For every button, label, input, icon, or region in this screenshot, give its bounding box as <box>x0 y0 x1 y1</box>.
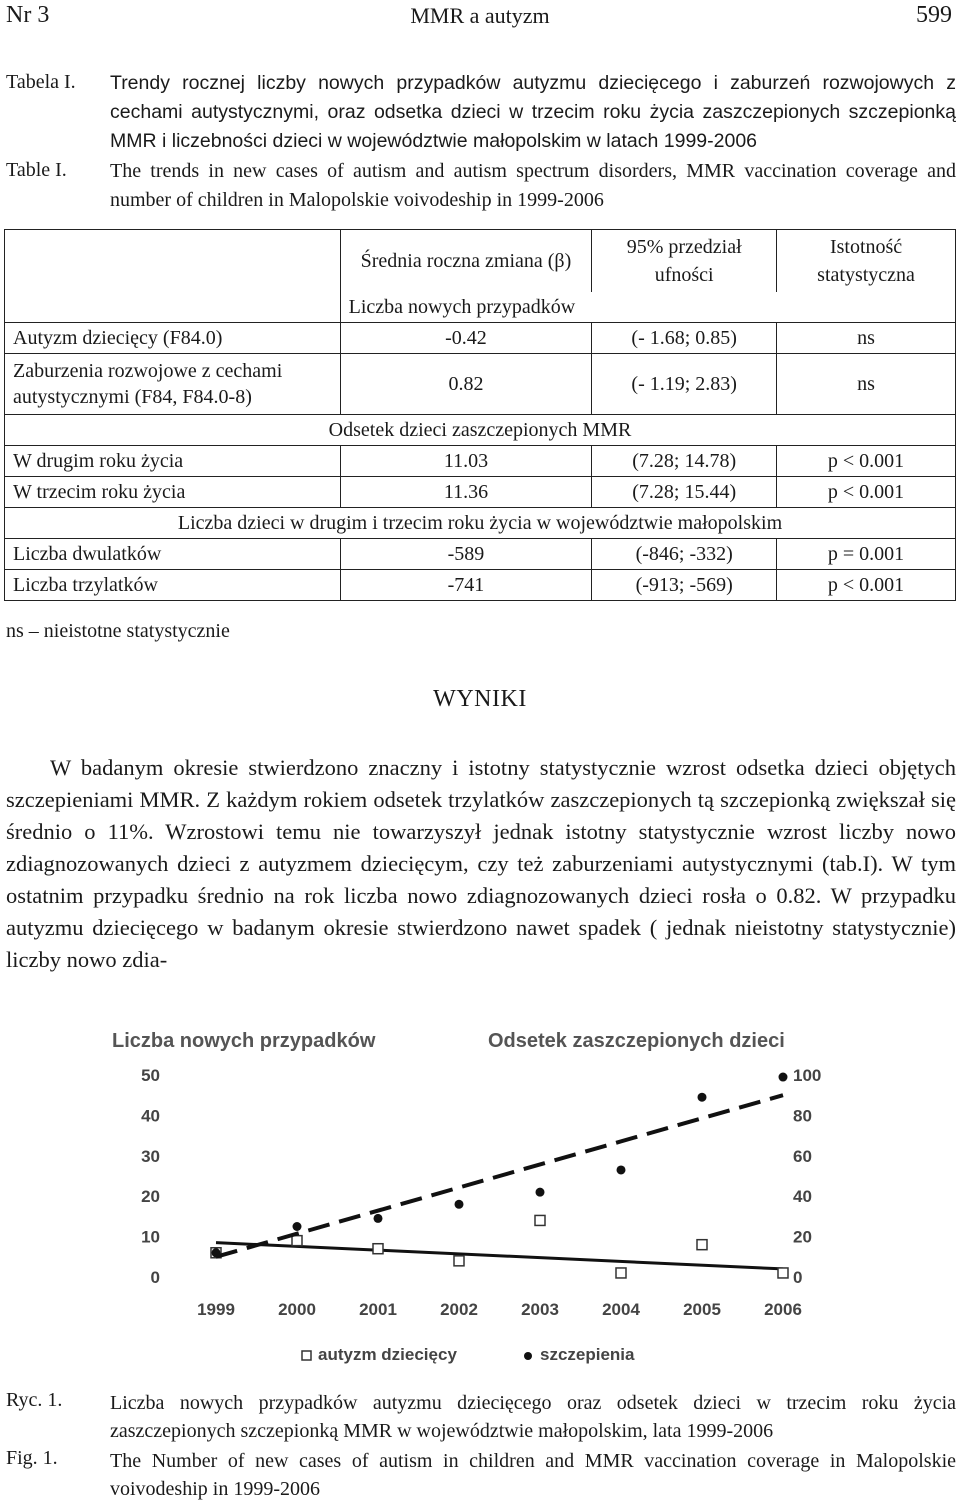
row-label: Liczba dwulatków <box>5 539 341 570</box>
table-footnote: ns – nieistotne statystycznie <box>6 620 230 642</box>
y-right-tick-label: 0 <box>793 1268 803 1287</box>
legend-marker-autyzm <box>302 1351 311 1360</box>
cell-significance: p < 0.001 <box>777 477 956 508</box>
table-caption-pl: Trendy rocznej liczby nowych przypadków autyzmu dziecięcego i zaburzeń rozwojowych z cechami autystycznymi, oraz odsetka dzieci w trzecim roku życia zaszczepionych szczepionką MMR i liczebności dzieci w województwie małopolskim w latach 1999-2006 <box>110 72 956 152</box>
figure-caption-en: The Number of new cases of autism in children and MMR vaccination coverage in Malopolskie voivodeship in 1999-2006 <box>110 1450 956 1500</box>
cell-ci: (7.28; 14.78) <box>592 446 777 477</box>
table-row <box>5 354 956 415</box>
data-point-szczepienia <box>374 1214 383 1223</box>
cell-beta: -0.42 <box>340 323 592 354</box>
section-title: Odsetek dzieci zaszczepionych MMR <box>5 415 956 446</box>
y-left-tick-label: 20 <box>141 1187 160 1207</box>
x-tick-label: 2004 <box>602 1300 640 1319</box>
table-header-row <box>5 230 956 293</box>
cell-ci: (-846; -332) <box>592 539 777 570</box>
cell-significance: p < 0.001 <box>777 570 956 601</box>
data-point-autyzm <box>697 1240 707 1250</box>
data-point-szczepienia <box>779 1073 788 1082</box>
col-header-beta: Średnia roczna zmiana (β) <box>340 230 592 293</box>
x-tick-label: 2006 <box>764 1300 802 1319</box>
legend-label-autyzm: autyzm dziecięcy <box>318 1345 457 1364</box>
data-point-autyzm <box>292 1236 302 1246</box>
cell-beta: -741 <box>340 570 592 601</box>
y-left-tick-label: 30 <box>141 1146 160 1166</box>
y-left-tick-label: 10 <box>141 1227 160 1247</box>
legend-label-szczepienia: szczepienia <box>540 1345 635 1364</box>
figure-chart <box>100 1015 880 1385</box>
row-label: Zaburzenia rozwojowe z cechami autystycznymi (F84, F84.0-8) <box>5 354 341 415</box>
paragraph-text: W badanym okresie stwierdzono znaczny i istotny statystycznie wzrost odsetka dzieci objętych szczepieniami MMR. Z każdym rokiem odsetek trzylatków zaszczepionych tą szczepionką zwiększał się średnio o 11%. Wzrostowi temu nie towarzyszył jednak istotny statystycznie wzrost liczby nowo zdiagnozowanych dzieci z autyzmem dziecięcym, czy też zaburzeniami autystycznymi (tab.I). W tym ostatnim przypadku średnio na rok liczba nowo zdiagnozowanych dzieci rosła o 0.82. W przypadku autyzmu dziecięcego w badanym okresie stwierdzono nawet spadek ( jednak nieistotny statystycznie) liczby nowo zdia- <box>6 755 956 972</box>
y-left-tick-label: 40 <box>141 1106 160 1126</box>
cell-beta: 11.03 <box>340 446 592 477</box>
data-point-szczepienia <box>698 1093 707 1102</box>
figure-label-en: Fig. 1. <box>6 1447 58 1469</box>
table-row <box>5 446 956 477</box>
figure-caption-pl: Liczba nowych przypadków autyzmu dziecięcego oraz odsetek dzieci w trzecim roku życia zaszczepionych szczepionką MMR w województwie małopolskim, lata 1999-2006 <box>110 1392 956 1442</box>
x-tick-label: 2002 <box>440 1300 478 1319</box>
row-label: W trzecim roku życia <box>5 477 341 508</box>
data-point-autyzm <box>454 1256 464 1266</box>
col-header-significance: Istotność statystyczna <box>777 230 956 293</box>
data-point-szczepienia <box>293 1222 302 1231</box>
y-right-tick-label: 80 <box>793 1106 812 1126</box>
cell-beta: 0.82 <box>340 354 592 415</box>
section-title: Liczba nowych przypadków <box>340 292 955 323</box>
legend-marker-szczepienia <box>524 1352 532 1360</box>
table-row <box>5 323 956 354</box>
cell-significance: p = 0.001 <box>777 539 956 570</box>
table-label-pl: Tabela I. <box>6 71 76 93</box>
x-tick-label: 2000 <box>278 1300 316 1319</box>
table-row <box>5 539 956 570</box>
x-tick-label: 2003 <box>521 1300 559 1319</box>
col-header-ci: 95% przedział ufności <box>592 230 777 293</box>
cell-ci: (7.28; 15.44) <box>592 477 777 508</box>
x-tick-label: 2005 <box>683 1300 721 1319</box>
data-point-szczepienia <box>617 1165 626 1174</box>
data-point-autyzm <box>535 1215 545 1225</box>
section-heading: WYNIKI <box>433 686 527 712</box>
table-row <box>5 570 956 601</box>
chart-title-left: Liczba nowych przypadków <box>112 1030 376 1052</box>
cell-ci: (- 1.19; 2.83) <box>592 354 777 415</box>
cell-beta: 11.36 <box>340 477 592 508</box>
data-point-szczepienia <box>212 1248 221 1257</box>
data-point-szczepienia <box>455 1200 464 1209</box>
row-label: Liczba trzylatków <box>5 570 341 601</box>
y-left-tick-label: 0 <box>150 1268 160 1287</box>
x-tick-label: 2001 <box>359 1300 397 1319</box>
table-row <box>5 477 956 508</box>
data-point-autyzm <box>373 1244 383 1254</box>
cell-ci: (- 1.68; 0.85) <box>592 323 777 354</box>
cell-significance: p < 0.001 <box>777 446 956 477</box>
y-left-tick-label: 50 <box>141 1066 160 1085</box>
data-point-autyzm <box>778 1268 788 1278</box>
row-label: W drugim roku życia <box>5 446 341 477</box>
y-right-tick-label: 100 <box>793 1066 822 1085</box>
x-tick-label: 1999 <box>197 1300 235 1319</box>
page-number: 599 <box>916 2 952 28</box>
data-point-autyzm <box>616 1268 626 1278</box>
journal-issue: Nr 3 <box>6 2 50 28</box>
table-label-en: Table I. <box>6 159 67 181</box>
cell-significance: ns <box>777 354 956 415</box>
table-corner <box>5 230 341 323</box>
y-right-tick-label: 20 <box>793 1227 812 1247</box>
cell-significance: ns <box>777 323 956 354</box>
cell-beta: -589 <box>340 539 592 570</box>
section-title: Liczba dzieci w drugim i trzecim roku życia w województwie małopolskim <box>5 508 956 539</box>
results-table <box>4 229 956 601</box>
figure-label-pl: Ryc. 1. <box>6 1389 63 1411</box>
y-right-tick-label: 60 <box>793 1146 812 1166</box>
running-title: MMR a autyzm <box>410 3 550 28</box>
row-label: Autyzm dziecięcy (F84.0) <box>5 323 341 354</box>
results-paragraph <box>6 752 956 976</box>
data-point-szczepienia <box>536 1188 545 1197</box>
page-header <box>0 0 960 36</box>
y-right-tick-label: 40 <box>793 1187 812 1207</box>
trend-line-szczepienia <box>216 1095 783 1257</box>
table-caption-en: The trends in new cases of autism and autism spectrum disorders, MMR vaccination coverage and number of children in Malopolskie voivodeship in 1999-2006 <box>110 160 956 211</box>
cell-ci: (-913; -569) <box>592 570 777 601</box>
chart-title-right: Odsetek zaszczepionych dzieci <box>488 1030 785 1052</box>
